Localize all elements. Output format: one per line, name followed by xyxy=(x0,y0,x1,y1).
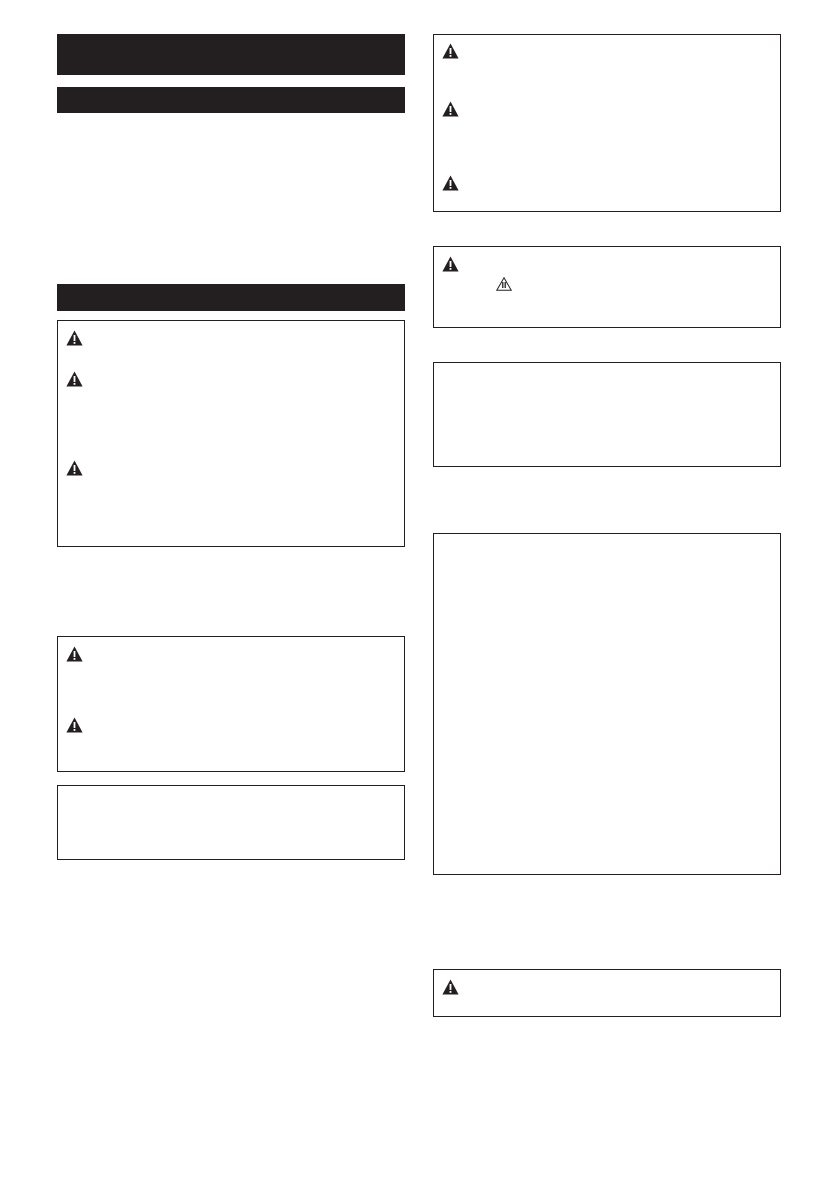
notice-box xyxy=(433,362,781,467)
warning-triangle-icon xyxy=(442,101,459,117)
warning-triangle-icon xyxy=(442,256,459,272)
warning-triangle-icon xyxy=(66,371,83,387)
notice-box xyxy=(433,533,781,875)
section-title-bar xyxy=(57,34,405,75)
warning-box xyxy=(433,34,781,212)
warning-box xyxy=(433,246,781,328)
warning-triangle-icon xyxy=(66,717,83,733)
warning-triangle-icon xyxy=(442,43,459,59)
warning-triangle-icon xyxy=(66,646,83,662)
warning-box xyxy=(57,636,405,772)
notice-box xyxy=(57,785,405,860)
warning-triangle-icon xyxy=(66,460,83,476)
section-heading-bar xyxy=(57,284,405,311)
warning-triangle-icon xyxy=(66,330,83,346)
warning-triangle-icon xyxy=(442,175,459,191)
warning-triangle-outline-icon xyxy=(496,277,512,291)
warning-triangle-icon xyxy=(442,979,459,995)
warning-box xyxy=(433,969,781,1017)
section-heading-bar xyxy=(57,87,405,113)
warning-box xyxy=(57,320,405,547)
